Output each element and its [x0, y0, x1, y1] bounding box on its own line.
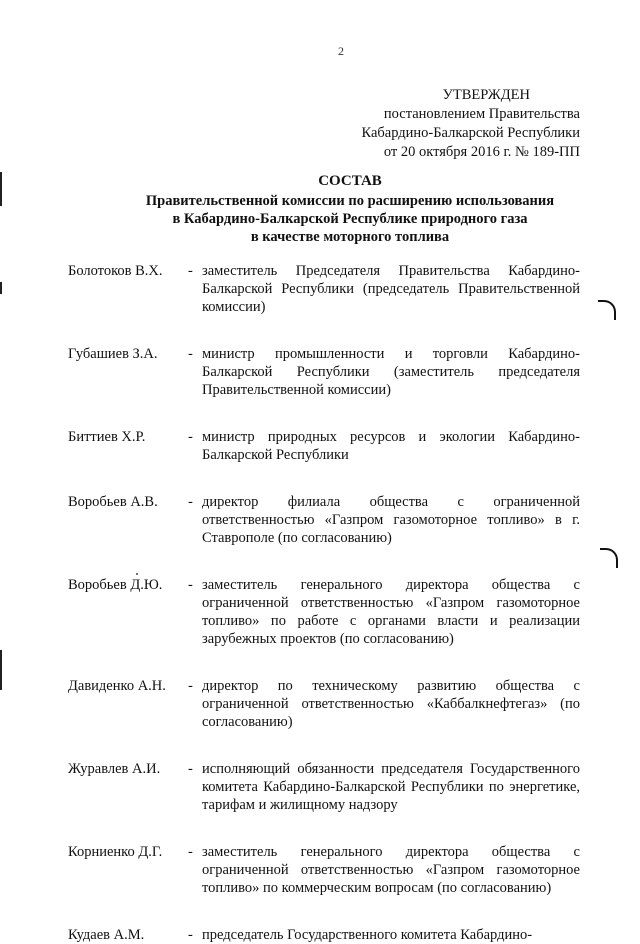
member-name: Журавлев А.И.	[68, 761, 161, 777]
member-dash: -	[188, 927, 193, 943]
member-name: Болотоков В.Х.	[68, 263, 163, 279]
member-role: заместитель Председателя Правительства Кабардино-Балкарской Республики (председатель Правительственной комиссии)	[202, 263, 580, 315]
member-name: Корниенко Д.Г.	[68, 844, 163, 860]
approval-line: от 20 октября 2016 г. № 189-ПП	[383, 144, 580, 160]
punch-hole-mark	[600, 548, 618, 568]
title-line: Правительственной комиссии по расширению использования	[145, 193, 555, 209]
title-line: в качестве моторного топлива	[250, 229, 450, 245]
member-role: исполняющий обязанности председателя Государственного комитета Кабардино-Балкарской Республики по энергетике, тарифам и жилищному надзору	[202, 761, 580, 813]
member-dash: -	[188, 761, 193, 777]
member-row	[68, 576, 580, 648]
member-dash: -	[188, 577, 193, 593]
member-row	[68, 677, 580, 731]
member-name: Биттиев Х.Р.	[68, 429, 146, 445]
approval-line: Кабардино-Балкарской Республики	[361, 125, 580, 141]
approval-stamp	[330, 86, 580, 162]
document-title	[90, 172, 610, 246]
members-list	[68, 262, 580, 944]
member-dash: -	[188, 678, 193, 694]
member-role: министр природных ресурсов и экологии Кабардино-Балкарской Республики	[202, 429, 580, 463]
member-row	[68, 843, 580, 897]
member-name: Давиденко А.Н.	[68, 678, 166, 694]
member-row	[68, 760, 580, 814]
member-name: Губашиев З.А.	[68, 346, 158, 362]
scan-margin-mark	[0, 172, 2, 206]
member-dash: -	[188, 494, 193, 510]
punch-hole-mark	[598, 300, 616, 320]
member-role: министр промышленности и торговли Кабардино-Балкарской Республики (заместитель председателя Правительственной комиссии)	[202, 346, 580, 398]
member-row	[68, 428, 580, 464]
page-number: 2	[338, 44, 344, 58]
approval-line: постановлением Правительства	[383, 106, 580, 122]
member-name: Кудаев А.М.	[68, 927, 145, 943]
member-role: заместитель генерального директора общества с ограниченной ответственностью «Газпром газомоторное топливо» по работе с органами власти и реализации зарубежных проектов (по согласованию)	[202, 577, 580, 647]
member-dash: -	[188, 844, 193, 860]
member-row	[68, 262, 580, 316]
member-name: Воробьев А.В.	[68, 494, 158, 510]
member-row	[68, 345, 580, 399]
member-row	[68, 493, 580, 547]
member-name: Воробьев Д.Ю.	[68, 577, 163, 593]
approval-heading: УТВЕРЖДЕН	[442, 87, 530, 103]
title-main: СОСТАВ	[318, 173, 382, 189]
member-role: заместитель генерального директора общества с ограниченной ответственностью «Газпром газомоторное топливо» по коммерческим вопросам (по согласованию)	[202, 844, 580, 896]
member-dash: -	[188, 346, 193, 362]
title-line: в Кабардино-Балкарской Республике природного газа	[172, 211, 528, 227]
scan-speck	[136, 573, 138, 575]
scan-margin-mark	[0, 282, 2, 294]
scan-margin-mark	[0, 650, 2, 690]
member-role: директор по техническому развитию общества с ограниченной ответственностью «Каббалкнефтегаз» (по согласованию)	[202, 678, 580, 730]
member-role: директор филиала общества с ограниченной ответственностью «Газпром газомоторное топливо» в г. Ставрополе (по согласованию)	[202, 494, 580, 546]
member-dash: -	[188, 263, 193, 279]
member-row	[68, 926, 580, 944]
member-role: председатель Государственного комитета Кабардино-	[202, 927, 533, 943]
member-dash: -	[188, 429, 193, 445]
